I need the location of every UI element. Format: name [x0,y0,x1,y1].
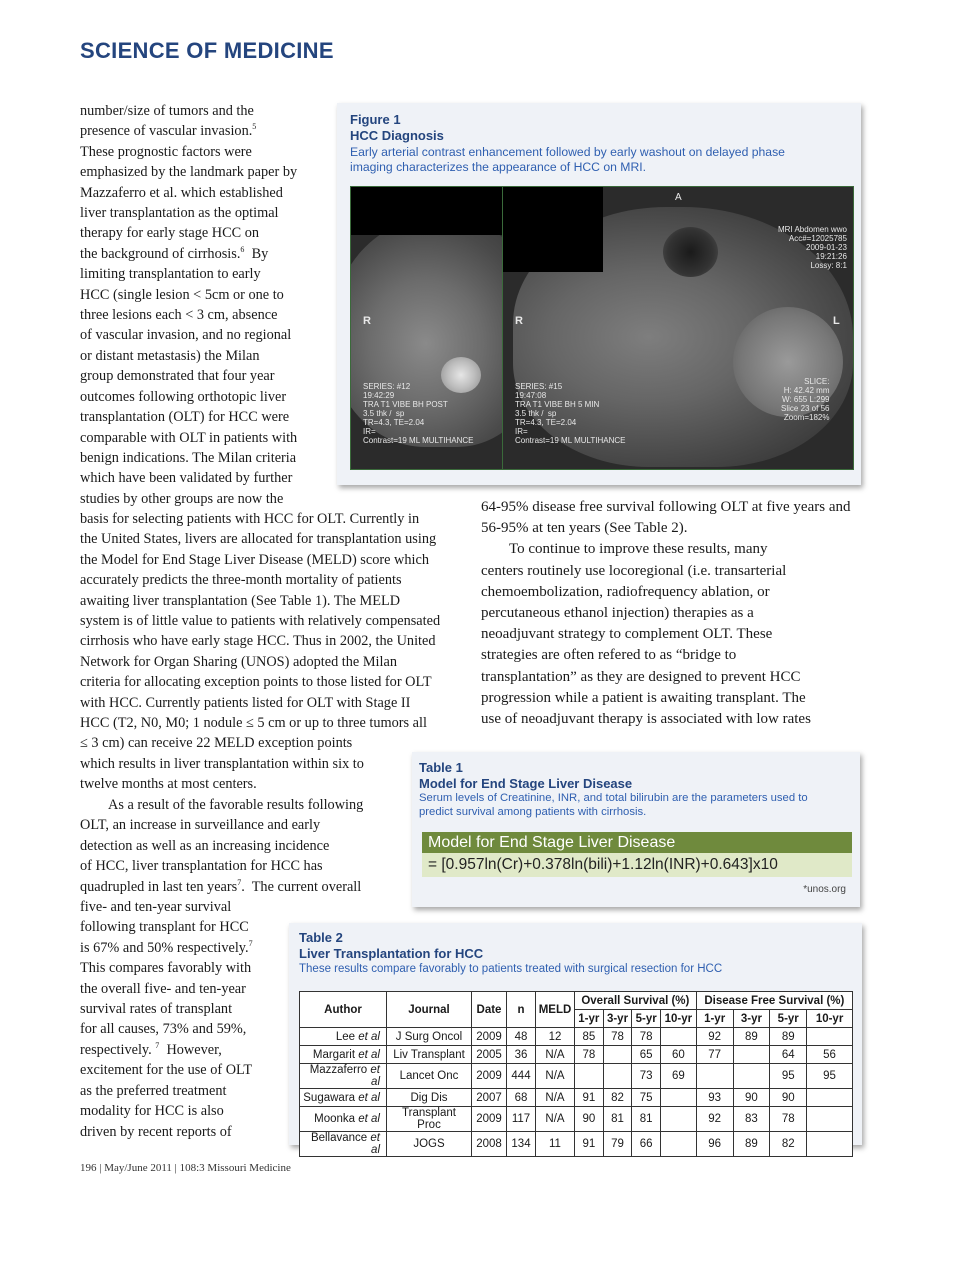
text-line: cirrhosis who have early stage HCC. Thus in 2002, the United [80,633,436,650]
text-line: which results in liver transplantation within six to [80,755,364,772]
col-disease-free-survival: Disease Free Survival (%) [696,992,852,1010]
table-cell: 79 [603,1132,632,1157]
table-cell: 77 [696,1046,733,1064]
table-row [300,1064,853,1089]
table-cell: 73 [632,1064,661,1089]
table-cell [807,1107,853,1132]
table-cell [807,1028,853,1046]
meld-header: Model for End Stage Liver Disease [422,832,852,853]
text-line: is 67% and 50% respectively.$^7$ [80,939,253,956]
mri-image-right: A R L MRI Abdomen wwo Acc#=12025785 2009-01-23 19:21:26 Lossy: 8:1 SERIES: #15 19:47:08 TRA T1 VIBE BH 5 MIN 3.5 thk / sp TR=4.3, TE=2.04 IR= Contrast=19 ML MULTIHANCE SLICE: H: 42.42 mm W: 655 L:299 Slice 23 of 56 Zoom=182% [502,186,854,470]
table-caption: Serum levels of Creatinine, INR, and total bilirubin are the parameters used to predict survival among patients with cirrhosis. [419,792,808,818]
table-cell: 2007 [472,1089,507,1107]
text-line: comparable with OLT in patients with [80,429,298,446]
subheader: 10-yr [661,1010,697,1028]
table-cell [603,1064,632,1089]
table-cell: 64 [770,1046,807,1064]
figure-1 [337,103,861,485]
table-cell [661,1132,697,1157]
table-row [300,1089,853,1107]
text-line: outcomes following orthotopic liver [80,388,287,405]
text-line: emphasized by the landmark paper by [80,164,298,181]
table-cell: 93 [696,1089,733,1107]
text-line: following transplant for HCC [80,919,249,936]
cell-author: Bellavance et al [300,1132,387,1157]
results-table [299,991,853,1157]
text-line: studies by other groups are now the [80,490,284,507]
subheader: 1-yr [696,1010,733,1028]
table-cell: N/A [536,1107,575,1132]
table-cell [733,1046,770,1064]
table-cell: 89 [733,1028,770,1046]
text-line: the background of cirrhosis.$^6$ By [80,245,269,262]
text-line: respectively. $^7$ However, [80,1041,222,1058]
cell-author: Margarit et al [300,1046,387,1064]
text-line: neoadjuvant strategy to complement OLT. These [481,626,773,643]
text-line: three lesions each < 3 cm, absence [80,307,278,324]
table-cell: 96 [696,1132,733,1157]
table-cell: 90 [733,1089,770,1107]
text-line: OLT, an increase in surveillance and early [80,817,321,834]
text-line: quadrupled in last ten years$^7$. The current overall [80,877,362,895]
table-cell: 11 [536,1132,575,1157]
table-cell [661,1107,697,1132]
table-body [300,1028,853,1157]
text-line: survival rates of transplant [80,1001,233,1018]
text-line: liver transplantation as the optimal [80,205,279,222]
table-cell: 36 [507,1046,536,1064]
cell-author: Mazzaferro et al [300,1064,387,1089]
subheader: 5-yr [632,1010,661,1028]
figure-label: Figure 1 [350,112,401,127]
table-cell: 75 [632,1089,661,1107]
table-cell: 78 [632,1028,661,1046]
text-line: transplantation (OLT) for HCC were [80,409,290,426]
table-cell: 78 [603,1028,632,1046]
table-cell: 92 [696,1107,733,1132]
table-cell [661,1089,697,1107]
table-cell: 2009 [472,1064,507,1089]
text-line: percutaneous ethanol injection) therapies as a [481,605,754,622]
text-line: detection as well as an increasing incidence [80,837,330,854]
mri-header-text: MRI Abdomen wwo Acc#=12025785 2009-01-23 19:21:26 Lossy: 8:1 [778,225,847,270]
text-line: system is of little value to patients with relatively compensated [80,613,441,630]
subheader: 3-yr [733,1010,770,1028]
table-cell: 78 [575,1046,604,1064]
col-overall-survival: Overall Survival (%) [575,992,697,1010]
table-cell: 2009 [472,1107,507,1132]
table-cell: 85 [575,1028,604,1046]
text-line: as the preferred treatment [80,1082,227,1099]
cell-author: Lee et al [300,1028,387,1046]
table-cell: 69 [661,1064,697,1089]
table-cell: Transplant Proc [387,1107,472,1132]
text-line: awaiting liver transplantation (See Table 1). The MELD [80,592,401,609]
text-line: number/size of tumors and the [80,103,254,119]
figure-title: HCC Diagnosis [350,128,444,143]
table-2 [289,923,862,1156]
table-cell: 68 [507,1089,536,1107]
text-line: ≤ 3 cm) can receive 22 MELD exception points [80,735,353,752]
text-line: therapy for early stage HCC on [80,225,260,242]
table-cell: 117 [507,1107,536,1132]
table-cell [575,1064,604,1089]
text-line: driven by recent reports of [80,1123,232,1140]
table-cell: 89 [733,1132,770,1157]
table-cell: 65 [632,1046,661,1064]
text-line: This compares favorably with [80,960,252,977]
text-line: centers routinely use locoregional (i.e. transarterial [481,562,787,579]
text-line: transplantation” as they are designed to prevent HCC [481,668,801,685]
text-line: HCC (single lesion < 5cm or one to [80,286,284,303]
text-line: of HCC, liver transplantation for HCC has [80,858,323,875]
section-title: SCIENCE OF MEDICINE [80,38,334,63]
table-title: Liver Transplantation for HCC [299,946,484,961]
table-row [300,1046,853,1064]
table-cell [661,1028,697,1046]
table-cell: Lancet Onc [387,1064,472,1089]
text-line: chemoembolization, radiofrequency ablation, or [481,583,770,600]
table-cell: 90 [770,1089,807,1107]
source-note: *unos.org [803,884,846,895]
text-line: 56-95% at ten years (See Table 2). [481,520,688,537]
table-cell: 66 [632,1132,661,1157]
table-cell: JOGS [387,1132,472,1157]
text-line: basis for selecting patients with HCC for OLT. Currently in [80,511,420,527]
text-line: progression while a patient is awaiting transplant. The [481,689,806,706]
table-cell: 95 [770,1064,807,1089]
table-cell [733,1064,770,1089]
table-row [300,1132,853,1157]
text-line: These prognostic factors were [80,143,252,160]
table-cell: 89 [770,1028,807,1046]
col-n: n [507,992,536,1028]
table-cell: 90 [575,1107,604,1132]
mri-image-left: R SERIES: #12 19:42:29 TRA T1 VIBE BH POST 3.5 thk / sp TR=4.3, TE=2.04 IR= Contrast=19 ML MULTIHANCE [350,186,507,470]
text-line: group demonstrated that four year [80,368,275,385]
text-line: accurately predicts the three-month mortality of patients [80,572,402,589]
table-cell: 83 [733,1107,770,1132]
text-line: limiting transplantation to early [80,266,261,283]
right-column [481,497,871,730]
mri-overlay-text: SERIES: #12 19:42:29 TRA T1 VIBE BH POST 3.5 thk / sp TR=4.3, TE=2.04 IR= Contrast=19 ML MULTIHANCE [363,382,474,445]
text-line: benign indications. The Milan criteria [80,449,297,466]
table-cell: 56 [807,1046,853,1064]
text-line: strategies are often refered to as “bridge to [481,647,737,664]
table-cell: Dig Dis [387,1089,472,1107]
text-line: with HCC. Currently patients listed for OLT with Stage II [80,694,411,711]
text-line: of vascular invasion, and no regional [80,327,292,344]
table-row [300,1028,853,1046]
text-line: To continue to improve these results, many [509,541,768,558]
col-author: Author [300,992,387,1028]
text-line: for all causes, 73% and 59%, [80,1021,247,1038]
cell-author: Sugawara et al [300,1089,387,1107]
mri-overlay-text: SERIES: #15 19:47:08 TRA T1 VIBE BH 5 MIN 3.5 thk / sp TR=4.3, TE=2.04 IR= Contrast=19 ML MULTIHANCE [515,382,626,445]
table-cell: N/A [536,1064,575,1089]
text-line: 64-95% disease free survival following OLT at five years and [481,499,851,515]
subheader: 3-yr [603,1010,632,1028]
text-line: or distant metastasis) the Milan [80,347,260,364]
col-journal: Journal [387,992,472,1028]
table-cell: 444 [507,1064,536,1089]
subheader: 1-yr [575,1010,604,1028]
table-row [300,1107,853,1132]
table-cell [807,1089,853,1107]
table-cell: 48 [507,1028,536,1046]
table-title: Model for End Stage Liver Disease [419,776,633,791]
table-cell: 2005 [472,1046,507,1064]
page-footer: 196 | May/June 2011 | 108:3 Missouri Medicine [80,1162,291,1174]
table-cell: 91 [575,1089,604,1107]
text-line: criteria for allocating exception points to those listed for OLT [80,674,432,691]
table-cell: 95 [807,1064,853,1089]
figure-caption: Early arterial contrast enhancement followed by early washout on delayed phase imaging characterizes the appearance of HCC on MRI. [350,145,785,174]
mri-slice-text: SLICE: H: 42.42 mm W: 655 L:299 Slice 23 of 56 Zoom=182% [781,377,830,422]
table-cell: J Surg Oncol [387,1028,472,1046]
text-line: use of neoadjuvant therapy is associated with low rates [481,711,811,728]
table-cell [603,1046,632,1064]
left-column-top [80,101,320,509]
text-line: Mazzaferro et al. which established [80,184,283,201]
table-cell: 60 [661,1046,697,1064]
col-meld: MELD [536,992,575,1028]
subheader: 5-yr [770,1010,807,1028]
table-cell: 81 [603,1107,632,1132]
table-cell: 12 [536,1028,575,1046]
text-line: HCC (T2, N0, M0; 1 nodule ≤ 5 cm or up to three tumors all [80,715,427,732]
text-line: the Model for End Stage Liver Disease (MELD) score which [80,551,429,568]
cell-author: Moonka et al [300,1107,387,1132]
table-caption: These results compare favorably to patients treated with surgical resection for HCC [299,963,723,975]
text-line: modality for HCC is also [80,1103,224,1120]
table-cell: 91 [575,1132,604,1157]
text-line: five- and ten-year survival [80,899,232,916]
table-cell: 2008 [472,1132,507,1157]
table-cell: 134 [507,1132,536,1157]
text-line: As a result of the favorable results following [108,797,364,813]
table-cell [696,1064,733,1089]
table-cell: 2009 [472,1028,507,1046]
table-cell: Liv Transplant [387,1046,472,1064]
table-1 [412,752,860,907]
text-line: presence of vascular invasion.$^5$ [80,122,257,140]
text-line: the United States, livers are allocated for transplantation using [80,531,437,548]
table-label: Table 2 [299,930,343,945]
table-cell: 92 [696,1028,733,1046]
table-cell: N/A [536,1046,575,1064]
table-label: Table 1 [419,760,463,775]
subheader: 10-yr [807,1010,853,1028]
table-cell: 78 [770,1107,807,1132]
text-line: the overall five- and ten-year [80,980,246,997]
table-cell [807,1132,853,1157]
meld-formula: = [0.957ln(Cr)+0.378ln(bili)+1.12ln(INR)+0.643]x10 [422,853,852,877]
col-date: Date [472,992,507,1028]
table-cell: 82 [603,1089,632,1107]
text-line: which have been validated by further [80,470,293,487]
text-line: Network for Organ Sharing (UNOS) adopted the Milan [80,653,397,670]
table-cell: 81 [632,1107,661,1132]
text-line: excitement for the use of OLT [80,1062,253,1079]
text-line: twelve months at most centers. [80,776,257,793]
table-cell: 82 [770,1132,807,1157]
table-cell: N/A [536,1089,575,1107]
